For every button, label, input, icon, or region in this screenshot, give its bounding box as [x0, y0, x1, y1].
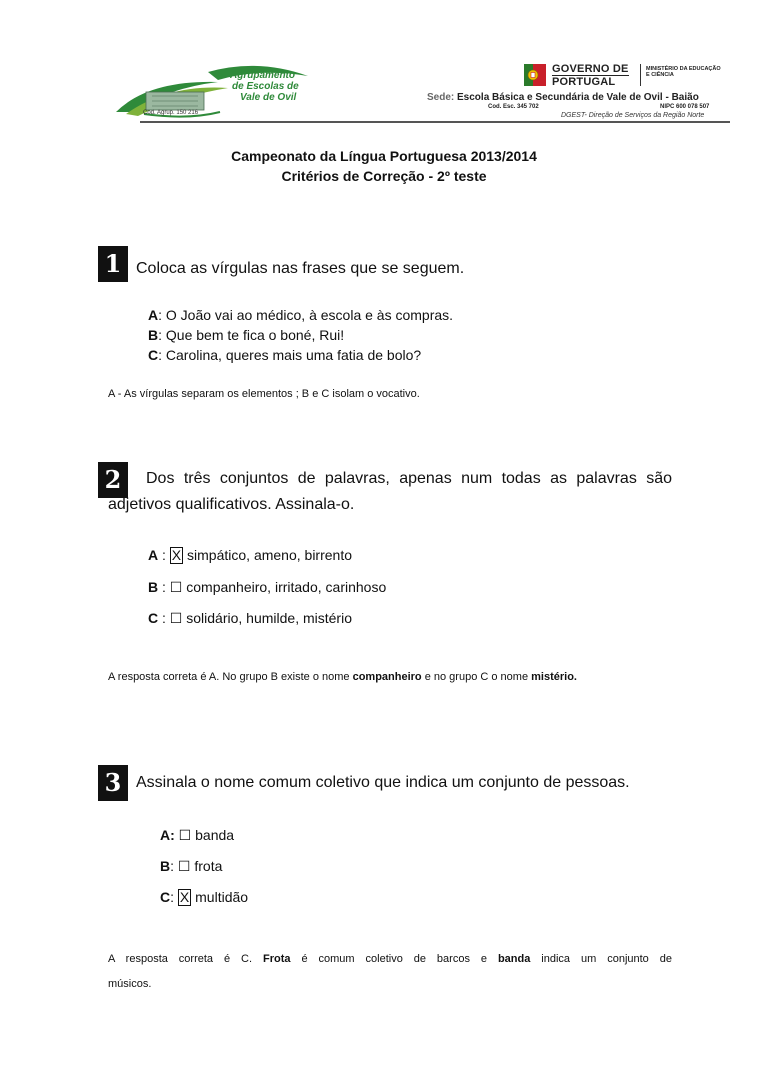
- q2-answer: A resposta correta é A. No grupo B existe o nome companheiro e no grupo C o nome mistério.: [108, 671, 577, 683]
- question-number-3: 3: [98, 765, 128, 801]
- q3-option-c-checkbox-checked[interactable]: X: [179, 889, 190, 905]
- q2-option-b: B : ☐ companheiro, irritado, carinhoso: [148, 579, 387, 595]
- q3-option-a-checkbox[interactable]: ☐: [178, 827, 192, 843]
- sede-line: Sede: Escola Básica e Secundária de Vale de Ovil - Baião: [427, 92, 699, 103]
- q3-option-c: C: X multidão: [160, 889, 249, 905]
- q1-option-b: B: Que bem te fica o boné, Rui!: [148, 327, 345, 343]
- q2-option-c-checkbox[interactable]: ☐: [169, 610, 183, 626]
- q3-answer-line1: A resposta correta é C. Frota é comum coletivo de barcos e banda indica um conjunto de: [108, 953, 672, 965]
- q3-option-b: B: ☐ frota: [160, 858, 223, 874]
- q1-option-c: C: Carolina, queres mais uma fatia de bolo?: [148, 347, 422, 363]
- page-subtitle: Critérios de Correção - 2º teste: [281, 168, 487, 184]
- q3-answer-line2: músicos.: [108, 978, 152, 990]
- q2-option-b-checkbox[interactable]: ☐: [169, 579, 183, 595]
- header-divider: [640, 64, 641, 86]
- q1-answer: A - As vírgulas separam os elementos ; B e C isolam o vocativo.: [108, 388, 420, 400]
- dgest-line: DGEST- Direção de Serviços da Região Norte: [561, 112, 705, 119]
- question-1-text: Coloca as vírgulas nas frases que se seguem.: [136, 260, 465, 277]
- agrupamento-code: Cod. Agrup. 150 216: [143, 110, 199, 116]
- q3-option-a: A: ☐ banda: [160, 827, 235, 843]
- page-title: Campeonato da Língua Portuguesa 2013/2014: [231, 148, 537, 164]
- q3-option-b-checkbox[interactable]: ☐: [177, 858, 191, 874]
- q2-option-a: A : X simpático, ameno, birrento: [148, 547, 352, 563]
- ministerio-label: MINISTÉRIO DA EDUCAÇÃO E CIÊNCIA: [646, 66, 721, 78]
- nipc-code: NIPC 600 078 507: [660, 104, 710, 110]
- header-rule: [140, 121, 730, 123]
- question-3-text: Assinala o nome comum coletivo que indica um conjunto de pessoas.: [136, 774, 630, 791]
- school-code: Cod. Esc. 345 702: [488, 104, 539, 110]
- question-number-1: 1: [98, 246, 128, 282]
- question-2-text-line2: adjetivos qualificativos. Assinala-o.: [108, 496, 355, 513]
- q1-option-a: A: O João vai ao médico, à escola e às compras.: [148, 307, 454, 323]
- q2-option-c: C : ☐ solidário, humilde, mistério: [148, 610, 352, 626]
- portugal-flag-icon: [524, 64, 546, 86]
- q2-option-a-checkbox-checked[interactable]: X: [171, 547, 182, 563]
- question-number-2: 2: [98, 462, 128, 498]
- agrupamento-name: Agrupamento de Escolas de Vale de Ovil: [230, 70, 299, 103]
- question-2-text-line1: Dos três conjuntos de palavras, apenas num todas as palavras são: [146, 470, 672, 487]
- governo-label: GOVERNO DE PORTUGAL: [552, 63, 629, 88]
